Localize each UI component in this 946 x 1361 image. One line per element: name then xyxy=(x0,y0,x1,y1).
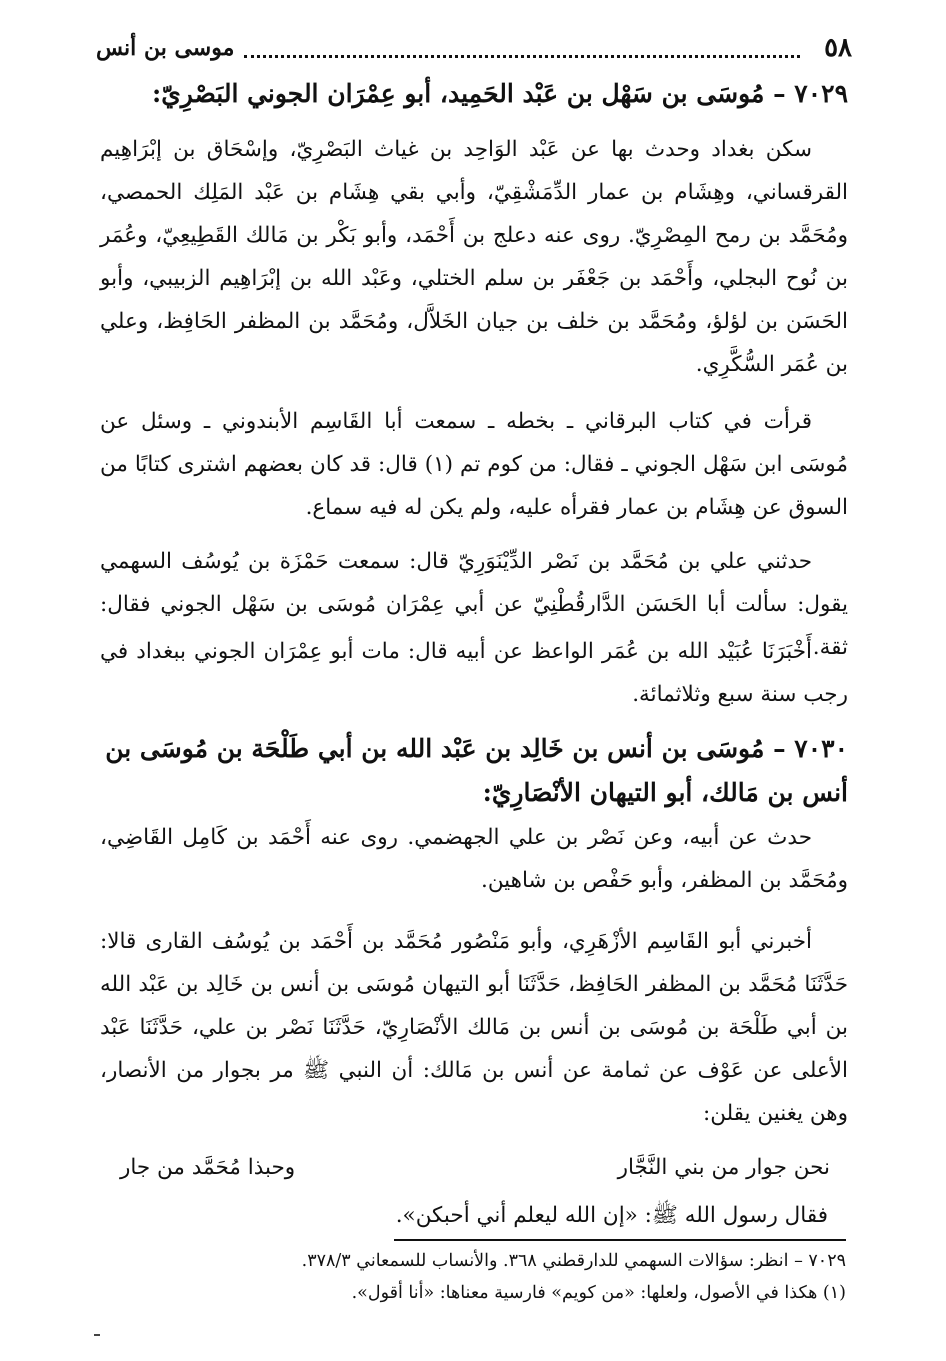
running-title: موسى بن أنس xyxy=(96,35,235,61)
header-dotted-leader xyxy=(244,39,800,58)
verse-line xyxy=(120,1148,830,1188)
footnote-1: (١) هكذا في الأصول، ولعلها: «من كويم» فارسية معناها: «أنا أقول». xyxy=(351,1283,846,1303)
page-header xyxy=(96,28,852,68)
entry-7029-paragraph-3: حدثني علي بن مُحَمَّد بن نَصْر الدِّيْنَوَرِيّ قال: سمعت حَمْزَة بن يُوسُف السهمي يقول: سألت أبا الحَسَن الدَّارقُطْنِيّ عن أبي عِمْرَان مُوسَى بن سَهْل الجوني فقال: ثقة. xyxy=(100,549,848,660)
entry-7029-paragraph-2: قرأت في كتاب البرقاني ـ بخطه ـ سمعت أبا القَاسِم الأبندوني ـ وسئل عن مُوسَى ابن سَهْل الجوني ـ فقال: من كوم تم (١) قال: قد كان بعضهم اشترى كتابًا من السوق عن هِشَام بن عمار فقرأه عليه، ولم يكن له فيه سماع. xyxy=(100,409,848,520)
verse-hemistich-2: وحبذا مُحَمَّد من جار xyxy=(120,1155,296,1180)
entry-7029-paragraph-1: سكن بغداد وحدث بها عن عَبْد الوَاحِد بن غياث البَصْرِيّ، وإسْحَاق بن إبْرَاهِيم القرقساني، وهِشَام بن عمار الدِّمَشْقِيّ، وأبي بقي هِشَام بن عَبْد المَلِك الحمصي، ومُحَمَّد بن رمح المِصْرِيّ. روى عنه دعلج بن أَحْمَد، وأبو بَكْر بن مَالك القَطِيعِيّ، وعُمَر بن نُوح البجلي، وأَحْمَد بن جَعْفَر بن سلم الختلي، وعَبْد الله بن إبْرَاهِيم الزبيبي، وأبو الحَسَن بن لؤلؤ، ومُحَمَّد بن خلف بن جيان الخَلاَّل، ومُحَمَّد بن المظفر الحَافِظ، وعلي بن عُمَر السُّكَّرِي. xyxy=(100,137,848,377)
entry-7030-heading: ٧٠٣٠ – مُوسَى بن أنس بن خَالِد بن عَبْد الله بن أبي طَلْحَة بن مُوسَى بن أنس بن مَالك، أبو التيهان الأنْصَارِيّ: xyxy=(105,734,848,807)
footnote-7029: ٧٠٢٩ – انظر: سؤالات السهمي للدارقطني ٣٦٨. والأنساب للسمعاني ٣٧٨/٣. xyxy=(301,1251,846,1271)
hadith-closing-line: فقال رسول الله ﷺ: «إن الله ليعلم أني أحبكن». xyxy=(395,1203,828,1228)
entry-7030-paragraph-2: أخبرني أبو القَاسِم الأزْهَرِي، وأبو مَنْصُور مُحَمَّد بن أَحْمَد بن يُوسُف القارى قالا: حَدَّثَنَا مُحَمَّد بن المظفر الحَافِظ، حَدَّثَنَا أبو التيهان مُوسَى بن أنس بن خَالِد بن عَبْد الله بن أبي طَلْحَة بن مُوسَى بن أنس بن مَالك الأنْصَارِيّ، حَدَّثَنَا نَصْر بن علي، حَدَّثَنَا عَبْد الأعلى عن عَوْف عن ثمامة عن أنس بن مَالك: أن النبي ﷺ مر بجوار من الأنصار، وهن يغنين يقلن: xyxy=(100,929,848,1126)
verse-hemistich-1: نحن جوار من بني النَّجَّار xyxy=(617,1155,830,1180)
page-number: ٥٨ xyxy=(824,33,852,63)
footnote-separator xyxy=(394,1239,846,1241)
page-mark xyxy=(94,1334,100,1336)
entry-7030-paragraph-1: حدث عن أبيه، وعن نَصْر بن علي الجهضمي. روى عنه أَحْمَد بن كَامِل القَاضِي، ومُحَمَّد بن المظفر، وأبو حَفْص بن شاهين. xyxy=(100,825,848,893)
entry-7029-heading: ٧٠٢٩ – مُوسَى بن سَهْل بن عَبْد الحَمِيد، أبو عِمْرَان الجوني البَصْرِيّ: xyxy=(152,79,848,108)
entry-7029-paragraph-4: أَخْبَرَنَا عُبَيْد الله بن عُمَر الواعظ عن أبيه قال: مات أبو عِمْرَان الجوني ببغداد في رجب سنة سبع وثلاثمائة. xyxy=(100,639,848,707)
